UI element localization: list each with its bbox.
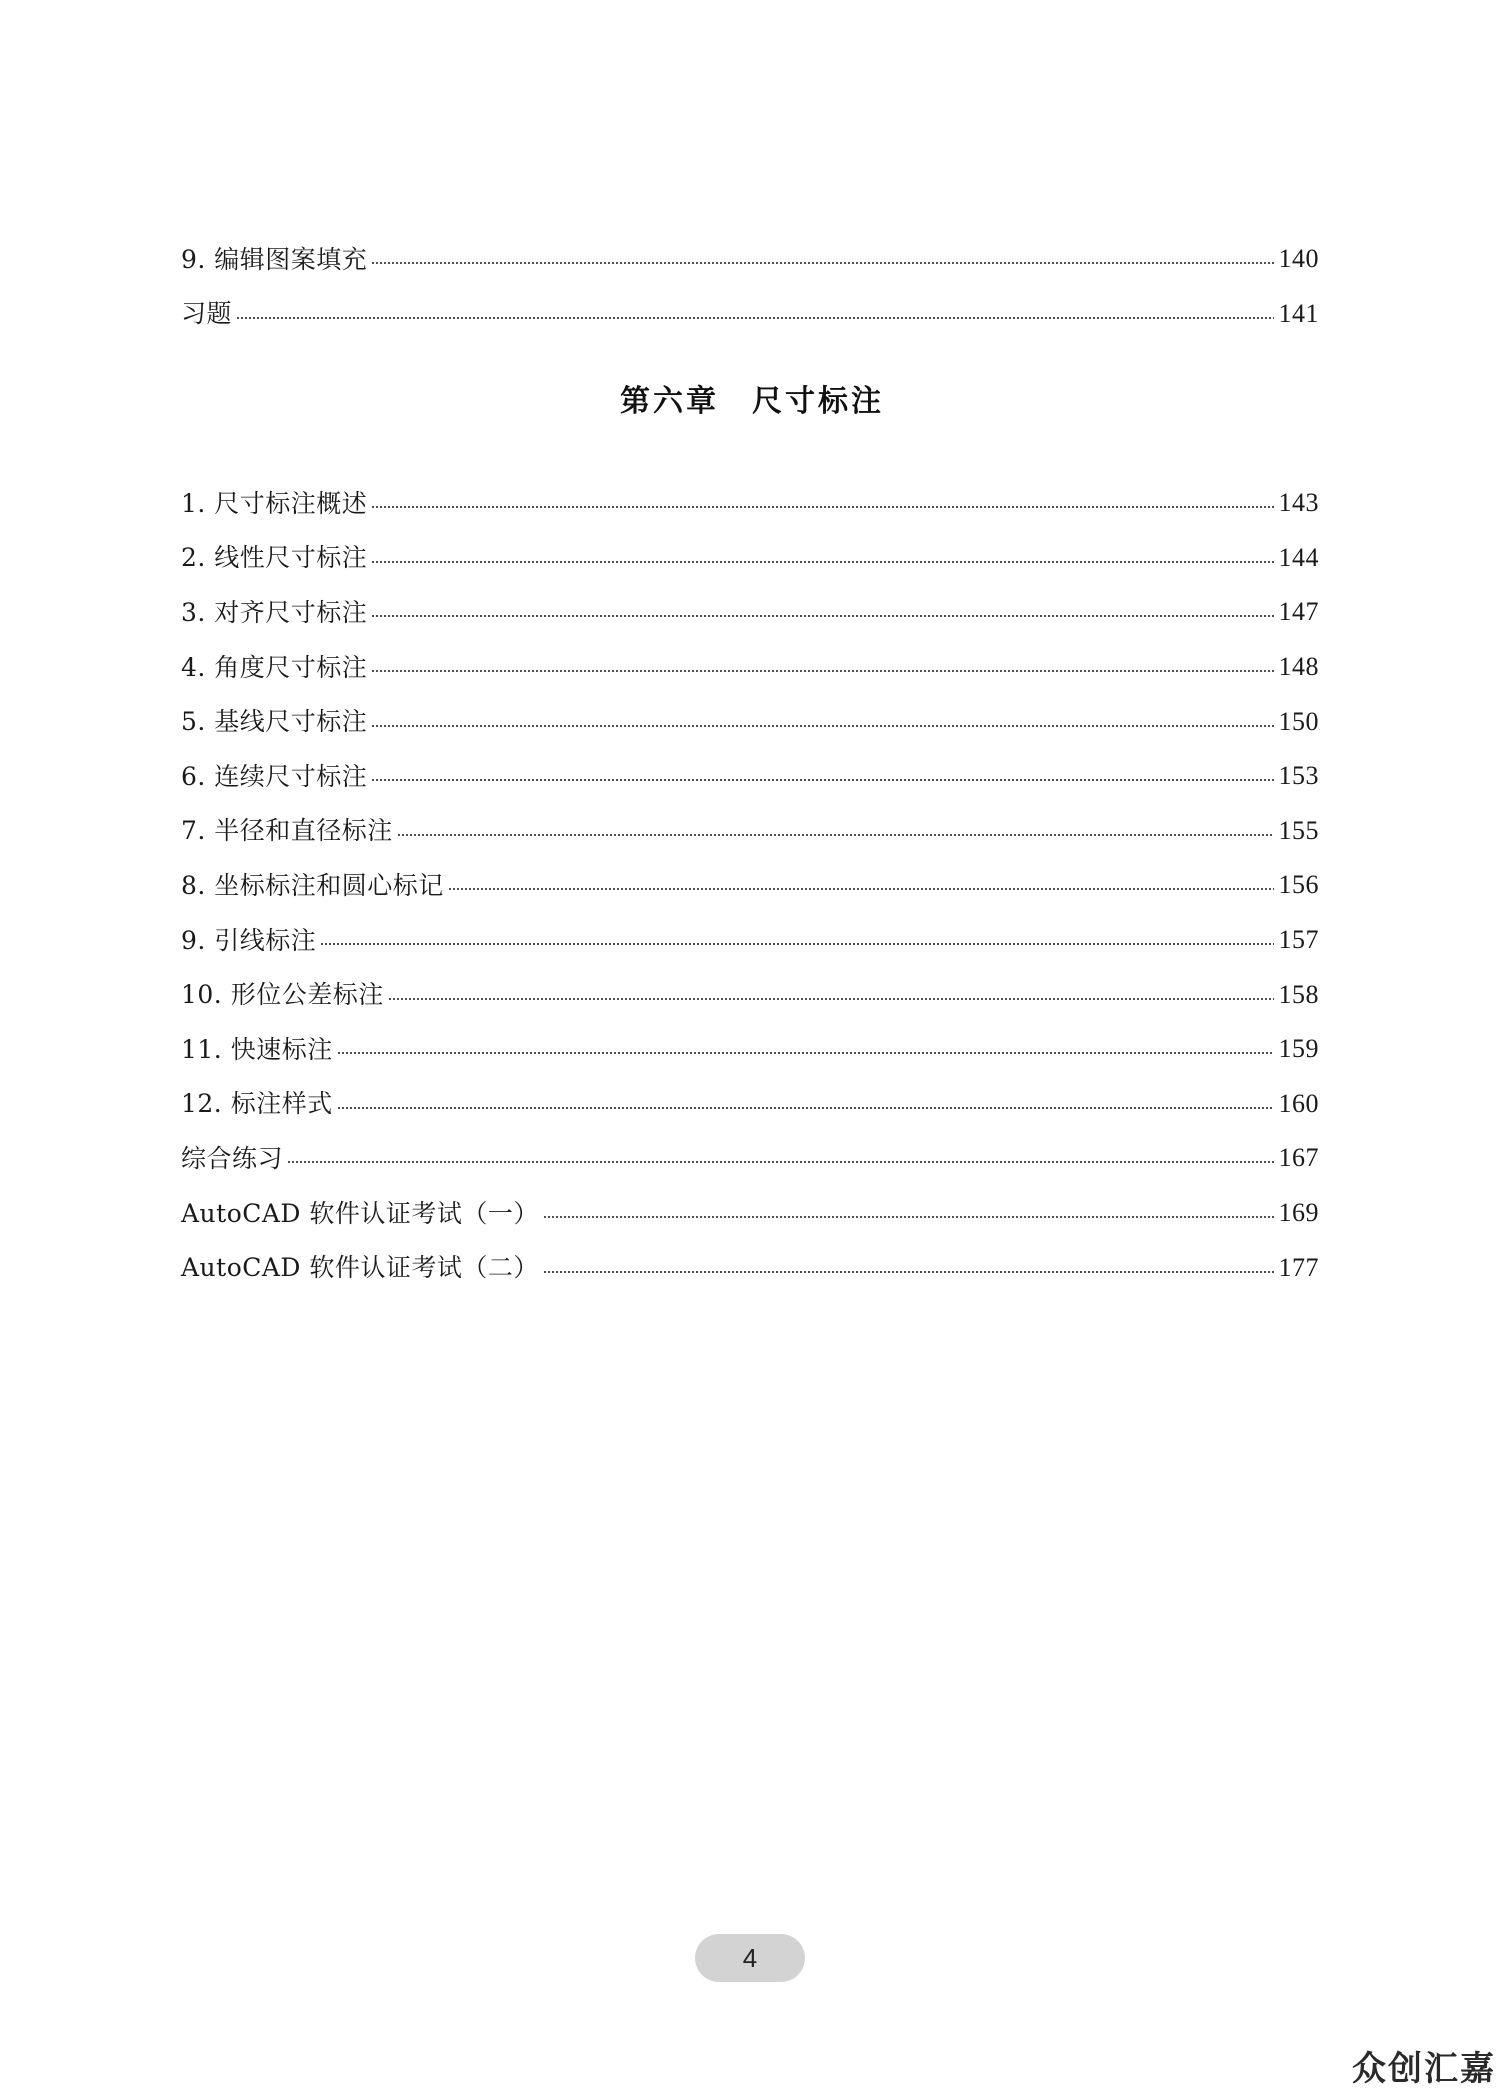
toc-entry-title: 9. 编辑图案填充	[181, 244, 368, 274]
toc-entry-title: 5. 基线尺寸标注	[181, 707, 368, 737]
dot-leader	[371, 725, 1273, 727]
toc-entry-page: 144	[1278, 542, 1319, 572]
toc-entry-title: 1. 尺寸标注概述	[181, 488, 368, 518]
toc-entry-page: 167	[1278, 1143, 1319, 1173]
toc-entry[interactable]	[181, 585, 1319, 640]
toc-entry-page: 155	[1278, 815, 1319, 845]
dot-leader	[388, 998, 1274, 1000]
toc-entry-title: AutoCAD 软件认证考试（二）	[181, 1253, 539, 1283]
toc-entry-page: 158	[1278, 979, 1319, 1009]
toc-entry[interactable]	[181, 287, 1319, 342]
toc-entry[interactable]	[181, 749, 1319, 804]
watermark-logo-text: 众创汇嘉	[1352, 2049, 1496, 2089]
toc-entry-page: 153	[1278, 761, 1319, 791]
chapter-heading: 第六章 尺寸标注	[620, 384, 884, 419]
dot-leader	[371, 670, 1273, 672]
toc-entry-page: 159	[1278, 1034, 1319, 1064]
toc-entry-title: 习题	[181, 299, 233, 329]
toc-entry[interactable]	[181, 967, 1319, 1022]
toc-entry[interactable]	[181, 694, 1319, 749]
toc-entry[interactable]	[181, 1186, 1319, 1241]
toc-entry-page: 148	[1278, 652, 1319, 682]
toc-entry[interactable]	[181, 1022, 1319, 1077]
dot-leader	[371, 779, 1273, 781]
toc-entry[interactable]	[181, 804, 1319, 859]
dot-leader	[287, 1161, 1273, 1163]
toc-entry-title: 11. 快速标注	[181, 1034, 333, 1064]
dot-leader	[371, 561, 1273, 563]
toc-entry-title: 8. 坐标标注和圆心标记	[181, 870, 444, 900]
dot-leader	[337, 1107, 1274, 1109]
toc-entry-title: 12. 标注样式	[181, 1089, 333, 1119]
toc-entry-page: 177	[1278, 1252, 1319, 1282]
page-number: 4	[742, 1942, 758, 1973]
toc-entry[interactable]	[181, 1077, 1319, 1132]
toc-entry-title: 3. 对齐尺寸标注	[181, 597, 368, 627]
toc-entry[interactable]	[181, 531, 1319, 586]
dot-leader	[371, 615, 1273, 617]
toc-entry[interactable]	[181, 640, 1319, 695]
dot-leader	[337, 1052, 1274, 1054]
toc-entry-page: 143	[1278, 488, 1319, 518]
toc-entry-page: 147	[1278, 597, 1319, 627]
toc-entry-title: 7. 半径和直径标注	[181, 816, 393, 846]
dot-leader	[320, 943, 1273, 945]
toc-entry-page: 157	[1278, 925, 1319, 955]
toc-entry[interactable]	[181, 913, 1319, 968]
toc-entry-page: 169	[1278, 1198, 1319, 1228]
toc-entry-title: 2. 线性尺寸标注	[181, 543, 368, 573]
dot-leader	[543, 1216, 1274, 1218]
toc-entry[interactable]	[181, 1131, 1319, 1186]
toc-entry[interactable]	[181, 232, 1319, 287]
toc-entry-page: 160	[1278, 1088, 1319, 1118]
toc-entry[interactable]	[181, 476, 1319, 531]
toc-entry-title: 9. 引线标注	[181, 925, 317, 955]
toc-section-previous-chapter	[181, 232, 1319, 341]
toc-section-chapter-6	[181, 476, 1319, 1295]
dot-leader	[543, 1271, 1274, 1273]
toc-entry[interactable]	[181, 858, 1319, 913]
dot-leader	[397, 834, 1274, 836]
dot-leader	[236, 317, 1273, 319]
dot-leader	[371, 262, 1273, 264]
toc-entry-title: 综合练习	[181, 1143, 284, 1173]
toc-entry-page: 156	[1278, 870, 1319, 900]
toc-entry-title: 4. 角度尺寸标注	[181, 652, 368, 682]
toc-entry-page: 150	[1278, 706, 1319, 736]
toc-entry-title: 6. 连续尺寸标注	[181, 761, 368, 791]
toc-entry-page: 141	[1278, 298, 1319, 328]
toc-entry-title: 10. 形位公差标注	[181, 980, 384, 1010]
dot-leader	[448, 888, 1274, 890]
toc-entry-title: AutoCAD 软件认证考试（一）	[181, 1198, 539, 1228]
dot-leader	[371, 506, 1273, 508]
page-number-badge	[695, 1934, 805, 1982]
toc-entry-page: 140	[1278, 244, 1319, 274]
toc-entry[interactable]	[181, 1240, 1319, 1295]
